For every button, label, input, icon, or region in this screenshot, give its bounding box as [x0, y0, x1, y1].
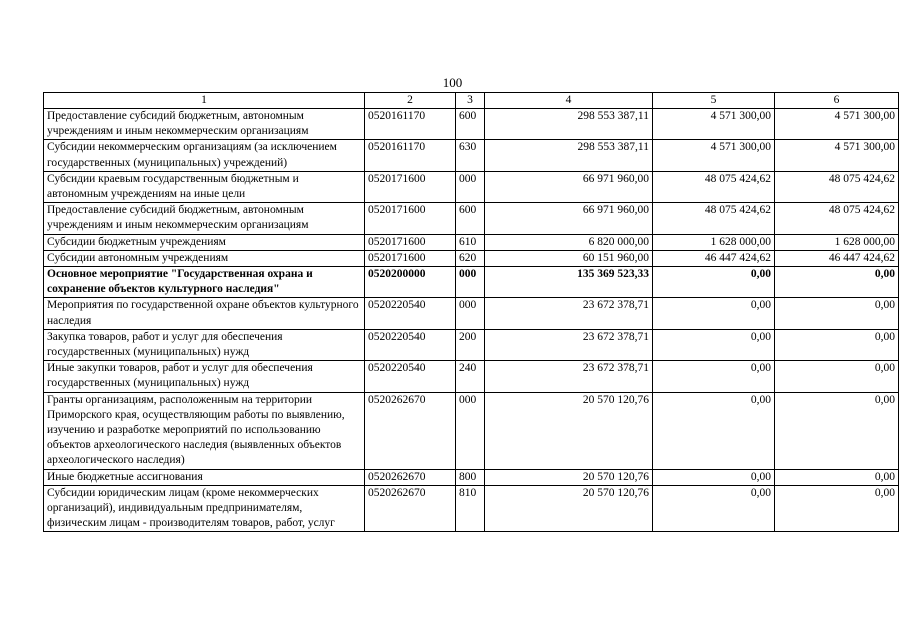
row-value-col6: 4 571 300,00: [775, 109, 899, 140]
row-name: Иные закупки товаров, работ и услуг для обеспечения государственных (муниципальных) нужд: [44, 361, 365, 392]
row-target-code: 0520161170: [365, 109, 456, 140]
row-value-col4: 66 971 960,00: [485, 171, 653, 202]
row-target-code: 0520171600: [365, 234, 456, 250]
row-name: Субсидии автономным учреждениям: [44, 250, 365, 266]
row-target-code: 0520171600: [365, 250, 456, 266]
table-row: [44, 329, 899, 360]
row-expense-type: 200: [456, 329, 485, 360]
header-col-3: 3: [456, 93, 485, 109]
header-col-4: 4: [485, 93, 653, 109]
table-row: [44, 361, 899, 392]
budget-table: [43, 92, 899, 532]
table-row: [44, 392, 899, 469]
row-name: Закупка товаров, работ и услуг для обеспечения государственных (муниципальных) нужд: [44, 329, 365, 360]
row-expense-type: 630: [456, 140, 485, 171]
row-expense-type: 800: [456, 469, 485, 485]
row-value-col4: 23 672 378,71: [485, 298, 653, 329]
row-value-col6: 0,00: [775, 298, 899, 329]
row-value-col6: 0,00: [775, 469, 899, 485]
row-value-col6: 0,00: [775, 361, 899, 392]
row-value-col6: 4 571 300,00: [775, 140, 899, 171]
row-value-col5: 4 571 300,00: [653, 140, 775, 171]
row-value-col4: 135 369 523,33: [485, 267, 653, 298]
row-name: Субсидии некоммерческим организациям (за исключением государственных (муниципальных) учреждений): [44, 140, 365, 171]
row-target-code: 0520171600: [365, 171, 456, 202]
table-row: [44, 250, 899, 266]
row-name: Основное мероприятие "Государственная охрана и сохранение объектов культурного наследия": [44, 267, 365, 298]
row-value-col5: 0,00: [653, 392, 775, 469]
row-target-code: 0520262670: [365, 392, 456, 469]
table-row: [44, 298, 899, 329]
row-value-col4: 6 820 000,00: [485, 234, 653, 250]
row-value-col5: 4 571 300,00: [653, 109, 775, 140]
row-expense-type: 000: [456, 298, 485, 329]
row-value-col6: 0,00: [775, 392, 899, 469]
row-expense-type: 240: [456, 361, 485, 392]
header-col-6: 6: [775, 93, 899, 109]
row-value-col6: 0,00: [775, 485, 899, 532]
row-name: Предоставление субсидий бюджетным, автономным учреждениям и иным некоммерческим организациям: [44, 109, 365, 140]
row-value-col4: 23 672 378,71: [485, 329, 653, 360]
row-target-code: 0520220540: [365, 329, 456, 360]
row-value-col5: 0,00: [653, 361, 775, 392]
table-row: [44, 234, 899, 250]
row-name: Гранты организациям, расположенным на территории Приморского края, осуществляющим работы по выявлению, изучению и разработке мероприятий по использованию объектов археологического наследия (выявленных объектов археологического наследия): [44, 392, 365, 469]
row-value-col5: 0,00: [653, 485, 775, 532]
table-row: [44, 171, 899, 202]
row-target-code: 0520220540: [365, 361, 456, 392]
row-value-col4: 23 672 378,71: [485, 361, 653, 392]
table-body: [44, 109, 899, 532]
table-row: [44, 469, 899, 485]
header-col-5: 5: [653, 93, 775, 109]
page-number: 100: [442, 75, 463, 90]
row-value-col5: 0,00: [653, 298, 775, 329]
row-value-col4: 298 553 387,11: [485, 140, 653, 171]
table-row: [44, 267, 899, 298]
row-name: Иные бюджетные ассигнования: [44, 469, 365, 485]
row-value-col4: 20 570 120,76: [485, 485, 653, 532]
row-value-col4: 60 151 960,00: [485, 250, 653, 266]
row-target-code: 0520200000: [365, 267, 456, 298]
row-target-code: 0520161170: [365, 140, 456, 171]
row-value-col4: 20 570 120,76: [485, 392, 653, 469]
row-expense-type: 610: [456, 234, 485, 250]
row-name: Субсидии бюджетным учреждениям: [44, 234, 365, 250]
row-value-col6: 48 075 424,62: [775, 171, 899, 202]
row-name: Субсидии юридическим лицам (кроме некоммерческих организаций), индивидуальным предпринимателям, физическим лицам - производителям товаров, работ, услуг: [44, 485, 365, 532]
header-col-1: 1: [44, 93, 365, 109]
row-value-col6: 46 447 424,62: [775, 250, 899, 266]
row-value-col5: 1 628 000,00: [653, 234, 775, 250]
row-value-col6: 1 628 000,00: [775, 234, 899, 250]
row-value-col5: 0,00: [653, 267, 775, 298]
row-value-col5: 0,00: [653, 469, 775, 485]
row-value-col4: 66 971 960,00: [485, 203, 653, 234]
row-value-col6: 48 075 424,62: [775, 203, 899, 234]
header-row: [44, 93, 899, 109]
row-value-col6: 0,00: [775, 329, 899, 360]
table-row: [44, 109, 899, 140]
row-expense-type: 620: [456, 250, 485, 266]
row-value-col5: 0,00: [653, 329, 775, 360]
row-expense-type: 000: [456, 392, 485, 469]
row-target-code: 0520262670: [365, 485, 456, 532]
table-row: [44, 485, 899, 532]
table-row: [44, 140, 899, 171]
row-name: Субсидии краевым государственным бюджетным и автономным учреждениям на иные цели: [44, 171, 365, 202]
header-col-2: 2: [365, 93, 456, 109]
row-name: Мероприятия по государственной охране объектов культурного наследия: [44, 298, 365, 329]
row-target-code: 0520171600: [365, 203, 456, 234]
table-row: [44, 203, 899, 234]
row-expense-type: 810: [456, 485, 485, 532]
row-target-code: 0520262670: [365, 469, 456, 485]
row-value-col6: 0,00: [775, 267, 899, 298]
row-value-col4: 298 553 387,11: [485, 109, 653, 140]
row-expense-type: 600: [456, 203, 485, 234]
row-expense-type: 000: [456, 267, 485, 298]
row-value-col5: 48 075 424,62: [653, 171, 775, 202]
row-expense-type: 000: [456, 171, 485, 202]
row-target-code: 0520220540: [365, 298, 456, 329]
row-value-col5: 48 075 424,62: [653, 203, 775, 234]
row-value-col4: 20 570 120,76: [485, 469, 653, 485]
row-name: Предоставление субсидий бюджетным, автономным учреждениям и иным некоммерческим организациям: [44, 203, 365, 234]
row-expense-type: 600: [456, 109, 485, 140]
row-value-col5: 46 447 424,62: [653, 250, 775, 266]
